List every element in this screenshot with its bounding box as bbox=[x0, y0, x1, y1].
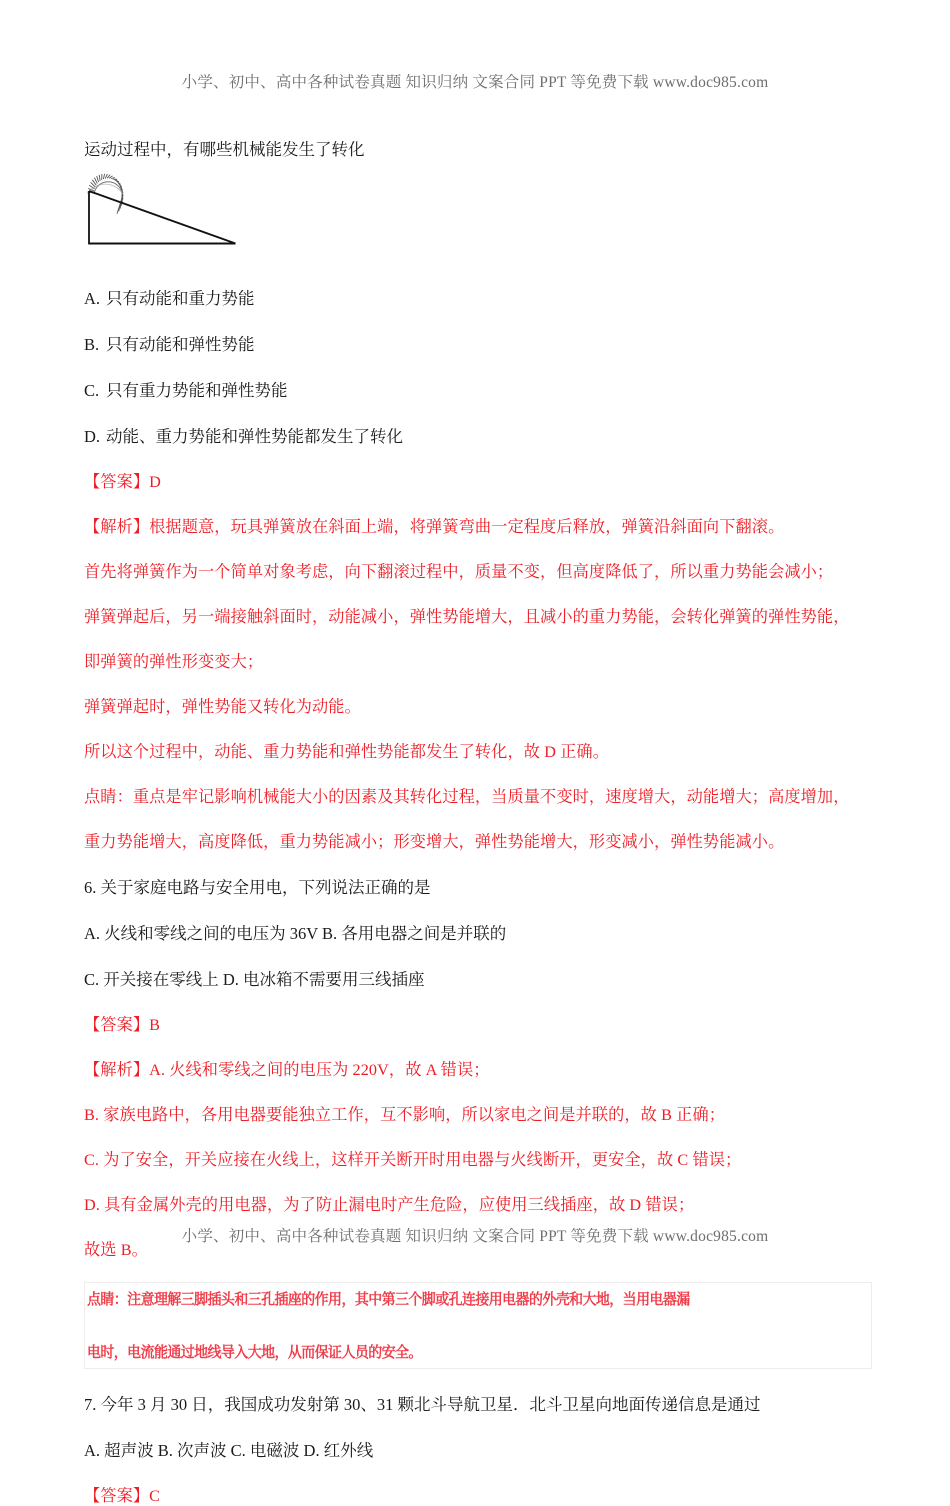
question5-option-d[interactable] bbox=[84, 423, 874, 447]
question5-option-a[interactable] bbox=[84, 285, 874, 309]
question6-stem: 6. 关于家庭电路与安全用电，下列说法正确的是 bbox=[84, 874, 874, 898]
question7-option-row[interactable]: A. 超声波 B. 次声波 C. 电磁波 D. 红外线 bbox=[84, 1437, 874, 1461]
option-b-text: 只有动能和弹性势能 bbox=[106, 335, 255, 354]
question6-analysis-line-1: 【解析】A. 火线和零线之间的电压为 220V，故 A 错误； bbox=[84, 1056, 874, 1080]
question6-keypoint-pasted-block bbox=[84, 1282, 872, 1369]
document-body bbox=[84, 142, 874, 1506]
question5-option-b[interactable] bbox=[84, 331, 874, 355]
option-a-text: 只有动能和重力势能 bbox=[106, 289, 255, 308]
option-c-mark: C. bbox=[84, 381, 106, 401]
question5-option-c[interactable] bbox=[84, 377, 874, 401]
question6-analysis-line-4: D. 具有金属外壳的用电器，为了防止漏电时产生危险，应使用三线插座，故 D 错误； bbox=[84, 1191, 874, 1215]
watermark-footer: 小学、初中、高中各种试卷真题 知识归纳 文案合同 PPT 等免费下载 www.doc985.com bbox=[0, 1224, 950, 1246]
inclined-plane-svg bbox=[84, 171, 254, 263]
question6-keypoint-line-1: 点睛：注意理解三脚插头和三孔插座的作用，其中第三个脚或孔连接用电器的外壳和大地，当用电器漏 bbox=[87, 1292, 816, 1307]
option-d-mark: D. bbox=[84, 427, 106, 447]
question6-option-row-2[interactable]: C. 开关接在零线上 D. 电冰箱不需要用三线插座 bbox=[84, 966, 874, 990]
question6-analysis-line-5: 故选 B。 bbox=[84, 1236, 874, 1260]
question7-answer: 【答案】C bbox=[84, 1482, 874, 1506]
coil-spring-icon bbox=[87, 173, 123, 213]
answer-value: D bbox=[149, 473, 161, 491]
question5-analysis-line-2: 首先将弹簧作为一个简单对象考虑，向下翻滚过程中，质量不变，但高度降低了，所以重力势能会减小； bbox=[84, 558, 874, 582]
question7-stem: 7. 今年 3 月 30 日，我国成功发射第 30、31 颗北斗导航卫星．北斗卫星向地面传递信息是通过 bbox=[84, 1391, 874, 1415]
question5-keypoint-line-2: 重力势能增大，高度降低，重力势能减小；形变增大，弹性势能增大，形变减小，弹性势能减小。 bbox=[84, 828, 874, 852]
question6-option-row-1[interactable]: A. 火线和零线之间的电压为 36V B. 各用电器之间是并联的 bbox=[84, 920, 874, 944]
question5-answer bbox=[84, 468, 874, 492]
question6-answer: 【答案】B bbox=[84, 1011, 874, 1035]
answer-label: 【答案】 bbox=[84, 473, 149, 491]
question6-analysis-line-3: C. 为了安全，开关应接在火线上，这样开关断开时用电器与火线断开，更安全，故 C 错误； bbox=[84, 1146, 874, 1170]
question6-analysis-line-2: B. 家族电路中，各用电器要能独立工作，互不影响，所以家电之间是并联的，故 B 正确； bbox=[84, 1101, 874, 1125]
question5-analysis-line-5: 弹簧弹起时，弹性势能又转化为动能。 bbox=[84, 693, 874, 717]
question5-analysis-line-1: 【解析】根据题意，玩具弹簧放在斜面上端，将弹簧弯曲一定程度后释放，弹簧沿斜面向下翻滚。 bbox=[84, 513, 874, 537]
question5-analysis-line-4: 即弹簧的弹性形变变大； bbox=[84, 648, 874, 672]
question5-keypoint-line-1: 点睛：重点是牢记影响机械能大小的因素及其转化过程，当质量不变时，速度增大，动能增大；高度增加， bbox=[84, 783, 874, 807]
option-d-text: 动能、重力势能和弹性势能都发生了转化 bbox=[106, 427, 403, 446]
option-a-mark: A. bbox=[84, 289, 106, 309]
watermark-header: 小学、初中、高中各种试卷真题 知识归纳 文案合同 PPT 等免费下载 www.doc985.com bbox=[0, 70, 950, 92]
question5-analysis-line-3: 弹簧弹起后，另一端接触斜面时，动能减小，弹性势能增大，且减小的重力势能，会转化弹簧的弹性势能， bbox=[84, 603, 874, 627]
question6-keypoint-line-2: 电时，电流能通过地线导入大地，从而保证人员的安全。 bbox=[87, 1345, 816, 1360]
option-c-text: 只有重力势能和弹性势能 bbox=[106, 381, 288, 400]
option-b-mark: B. bbox=[84, 335, 106, 355]
question5-analysis-line-6: 所以这个过程中，动能、重力势能和弹性势能都发生了转化，故 D 正确。 bbox=[84, 738, 874, 762]
incline-triangle bbox=[88, 191, 235, 244]
question5-stem: 运动过程中，有哪些机械能发生了转化 bbox=[84, 142, 874, 159]
inclined-plane-figure bbox=[84, 171, 254, 263]
